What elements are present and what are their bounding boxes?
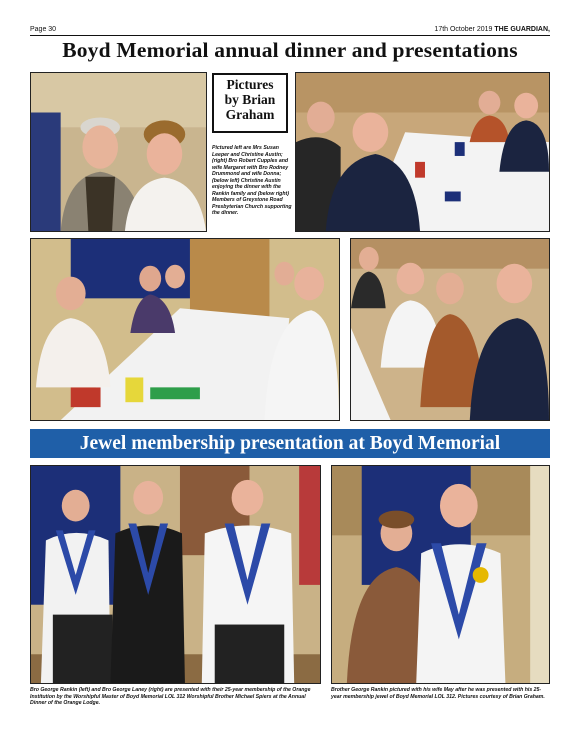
page-number: Page 30 <box>30 26 57 33</box>
issue-info <box>420 26 550 33</box>
page-headline: Boyd Memorial annual dinner and presentations <box>62 38 518 62</box>
photo-dinner-table <box>295 72 550 232</box>
header-rule <box>30 35 550 36</box>
dinner-caption: Pictured left are Mrs Susan Leeper and Christine Austin; (right) Bro Robert Cupples and wife Margaret with Bro Rodney Drummond and wife Donna; (below left) Christine Austin enjoying the dinner with the Rankin family and (below right) Members of Greystone Road Presbyterian Church supporting the dinner. <box>212 145 292 216</box>
couple-caption: Brother George Rankin pictured with his wife May after he was presented with his 25-year membership jewel of Boyd Memorial LOL 312. Pictures courtesy of Brian Graham. <box>331 687 545 700</box>
photo-two-women <box>30 72 207 232</box>
pictures-line-1: Pictures <box>226 77 274 92</box>
photo-family-dinner <box>30 238 340 421</box>
photo-church-members <box>350 238 550 421</box>
photo-rankin-couple <box>331 465 550 684</box>
pictures-credit-box <box>212 73 288 133</box>
pictures-line-3: Graham <box>225 107 275 122</box>
presentation-caption: Bro George Rankin (left) and Bro George Laney (right) are presented with their 25-year membership of the Orange Institution by the Worshipful Master of Boyd Memorial LOL 312 Worshipful Brother Michael Spiers at the Annual Dinner of the Orange Lodge. <box>30 687 311 706</box>
photo-jewel-presentation <box>30 465 321 684</box>
section-banner: Jewel membership presentation at Boyd Memorial <box>30 429 550 458</box>
paper-name: THE GUARDIAN, <box>494 26 550 33</box>
issue-date: 17th October 2019 <box>434 26 493 33</box>
pictures-line-2: by Brian <box>224 92 276 107</box>
